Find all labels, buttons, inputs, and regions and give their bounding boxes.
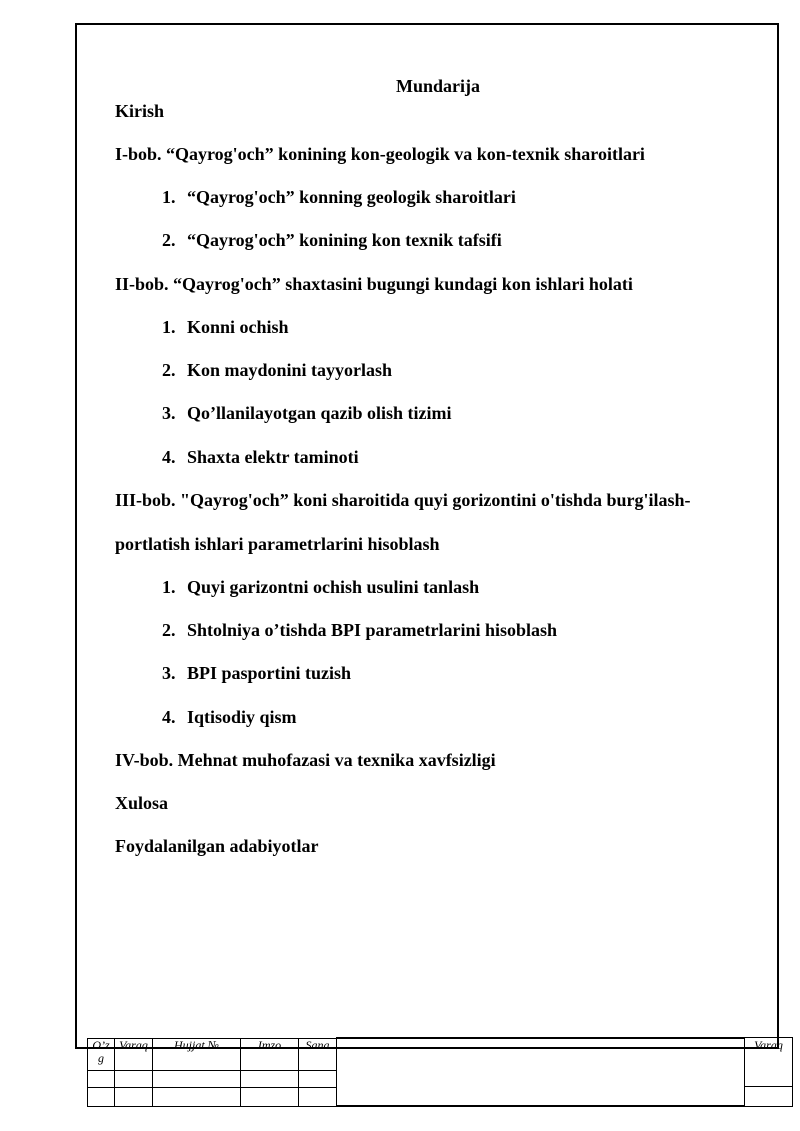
toc-text: Konni ochish [187,317,289,337]
sheet-number-box [744,1037,793,1107]
toc-subsection [162,403,452,424]
toc-subsection [162,663,351,684]
toc-number: 4. [162,447,176,467]
stamp-col-imzo: Imzo [241,1038,299,1070]
toc-text: I-bob. “Qayrog'och” konining kon-geologik va kon-texnik sharoitlari [115,144,645,164]
toc-number: 2. [162,620,176,640]
stamp-cell [299,1087,337,1106]
toc-subsection [162,620,557,641]
toc-text: Quyi garizontni ochish usulini tanlash [187,577,480,597]
toc-text: Xulosa [115,793,169,813]
stamp-cell [115,1070,153,1087]
toc-text: portlatish ishlari parametrlarini hisoblash [115,534,440,554]
toc-chapter [115,836,319,857]
sheet-label: Varaq [754,1038,783,1052]
toc-number: 4. [162,707,176,727]
toc-subsection [162,317,289,338]
stamp-cell [88,1070,115,1087]
toc-number: 1. [162,577,176,597]
toc-text: “Qayrog'och” konning geologik sharoitlari [187,187,516,207]
toc-text: “Qayrog'och” konining kon texnik tafsifi [187,230,502,250]
toc-number: 2. [162,360,176,380]
toc-text: Iqtisodiy qism [187,707,297,727]
toc-number: 2. [162,230,176,250]
toc-text: Shaxta elektr taminoti [187,447,359,467]
page-title: Mundarija [395,76,480,96]
toc-text: IV-bob. Mehnat muhofazasi va texnika xavfsizligi [115,750,496,770]
stamp-cell [153,1087,241,1106]
toc-text: Kon maydonini tayyorlash [187,360,393,380]
toc-chapter [115,750,496,771]
stamp-col-sana: Sana [299,1038,337,1070]
toc-chapter [115,534,440,555]
toc-subsection [162,360,392,381]
toc-subsection [162,447,359,468]
stamp-cell [88,1087,115,1106]
stamp-col-ozg: O’z g [88,1038,115,1070]
stamp-cell [241,1087,299,1106]
stamp-cell [115,1087,153,1106]
toc-text: BPI pasportini tuzish [187,663,352,683]
stamp-col-hujjat: Hujjat № [153,1038,241,1070]
toc-number: 3. [162,663,176,683]
toc-text: Kirish [115,101,165,121]
stamp-cell [299,1070,337,1087]
toc-chapter [115,490,690,511]
toc-number: 1. [162,317,176,337]
toc-number: 1. [162,187,176,207]
stamp-cell [241,1070,299,1087]
toc-chapter [115,101,164,122]
stamp-col-varaq: Varaq [115,1038,153,1070]
toc-subsection [162,187,516,208]
toc-text: Qo’llanilayotgan qazib olish tizimi [187,403,452,423]
toc-chapter [115,144,645,165]
toc-subsection [162,230,502,251]
stamp-main-cell [337,1038,745,1106]
toc-number: 3. [162,403,176,423]
stamp-grid [87,1037,745,1107]
toc-subsection [162,577,479,598]
toc-chapter [115,793,168,814]
toc-text: Foydalanilgan adabiyotlar [115,836,319,856]
toc-subsection [162,707,297,728]
title-block-stamp [87,1037,793,1107]
toc-chapter [115,274,633,295]
toc-text: Shtolniya o’tishda BPI parametrlarini hisoblash [187,620,558,640]
toc-text: III-bob. "Qayrog'och” koni sharoitida quyi gorizontini o'tishda burg'ilash- [115,490,691,510]
toc-text: II-bob. “Qayrog'och” shaxtasini bugungi kundagi kon ishlari holati [115,274,633,294]
stamp-cell [153,1070,241,1087]
